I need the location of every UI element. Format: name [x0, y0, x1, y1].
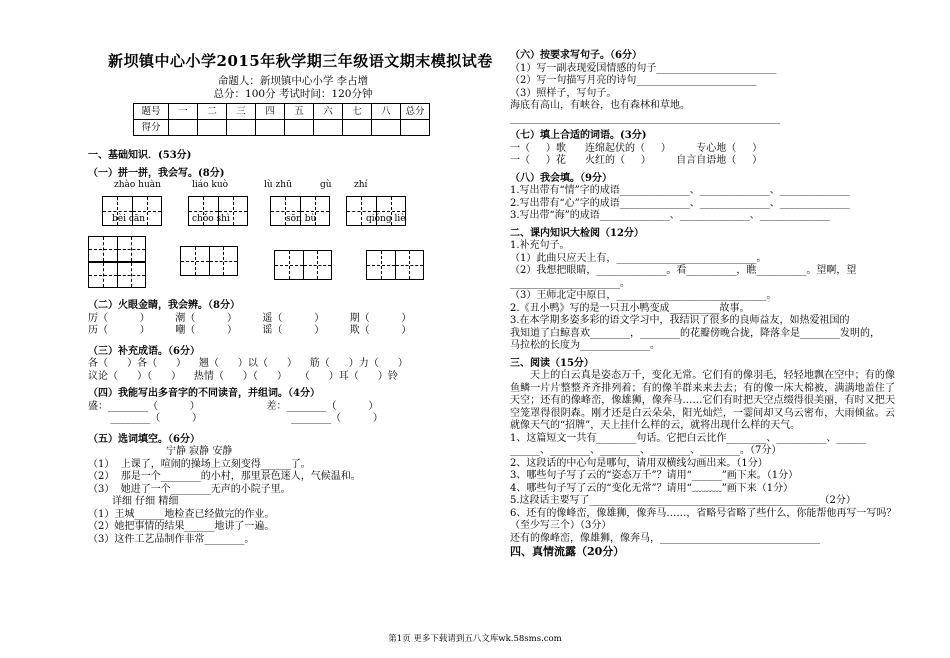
score-header-cell: 二	[198, 104, 227, 120]
score-table	[133, 103, 430, 136]
p2-line: 2.《丑小鸭》写的是一只丑小鸭变成__________故事。	[510, 302, 750, 314]
page-footer: 第1页 更多下载请到五八文库wk.58sms.com	[388, 634, 562, 644]
s5-item: （1）王城______地检查已经做完的作业。	[88, 508, 275, 520]
score-line: 总分：100分 考试时间：120分钟	[213, 87, 373, 100]
pinyin: gù	[320, 180, 332, 190]
p2-line: ______________________。	[510, 277, 630, 289]
s6-item: （1）写一副表现爱国情感的句子________________________	[510, 62, 777, 74]
s5-item: （3）这件工艺品制作非常________。	[88, 533, 255, 545]
question: （至少写三个）（3分）	[510, 520, 612, 531]
s8-item: 3.写出带“海”的成语______________、______________、______________	[510, 210, 830, 221]
s5-item: （1） 上课了，喧闹的操场上立刻变得______了。	[88, 458, 311, 470]
s3-row: 各（ ）各（ ） 翘（ ）以（ ） 筋（ ）力（ ）	[88, 358, 408, 369]
p2-line: （3）王师北定中原日，______________________________。	[510, 290, 777, 301]
section5-heading: （五）选词填空。（6分）	[88, 433, 200, 445]
s2-row: 历（ ） 嘲（ ） 谣（ ） 欺（ ）	[88, 325, 412, 336]
s7-row: 一（ ）歌 连绵起伏的（ ） 专心地（ ）	[510, 142, 763, 154]
question: ______、________、________、________、________。（7分）	[510, 445, 782, 456]
question: 6、还有的像峰峦，像雄狮，像奔马……，省略号省略了些什么，你能帮他再写一写吗？	[510, 507, 897, 519]
score-table-header-row	[134, 104, 430, 120]
writing-box[interactable]	[88, 236, 146, 262]
section4-heading: （四）我能写出多音字的不同读音，并组词。（4分）	[88, 388, 320, 399]
question: 1、这篇短文一共有________句话。它把白云比作________、__________、______	[510, 432, 867, 444]
reading-passage: 天上的白云真是姿态万千，变化无常。它们有的像羽毛，轻轻地飘在空中；有的像鱼鳞一片片整整齐齐排列着；有的像羊群来来去去；有的像一床大棉被，满满地盖住了天空；还有的像峰峦，像雄狮，像奔马……它们有时把天空点缀得很美丽，有时又把天空笼罩得很阴森。刚才还是白云朵朵，阳光灿烂，一霎间却又乌云密布，大雨倾盆。云就像天气的“招牌”，天上挂什么样的云，就将出现什么样的天气。	[510, 370, 895, 431]
s7-row: 一（ ）花 火红的（ ） 自言自语地（ ）	[510, 155, 763, 166]
score-header-cell: 四	[256, 104, 285, 120]
pinyin: lù zhū	[264, 180, 292, 190]
pinyin: qióng liè	[366, 214, 406, 224]
section2-heading: （二）火眼金睛，我会辨。（8分）	[88, 300, 240, 311]
score-cell[interactable]	[343, 120, 372, 136]
s4-row: 盛：________（ ） 差：________（ ）	[88, 400, 379, 412]
s2-row: 厉（ ） 潮（ ） 遥（ ） 期（ ）	[88, 312, 412, 324]
left-column	[88, 52, 498, 546]
p2-line: 我知道了白鲸喜欢________，________的花瓣傍晚合拢，降落伞是________发明的，	[510, 327, 880, 339]
writing-grid-row-2	[88, 232, 498, 286]
p2-line: 3.在本学期多姿多彩的语文学习中，我结识了很多的良师益友，如热爱祖国的	[510, 315, 850, 326]
pinyin: sōn bù	[286, 214, 317, 224]
pinyin: chǒo shì	[192, 214, 230, 224]
s5-item: （3） 她进了一个________无声的小院子里。	[88, 483, 291, 495]
s6-item: 海底有高山，有峡谷，也有森林和草地。	[510, 100, 690, 111]
score-header-cell: 七	[343, 104, 372, 120]
s8-item: 1.写出带有“情”字的成语______________、______________、______________	[510, 185, 850, 196]
score-header-cell: 六	[314, 104, 343, 120]
s6-item: （3）照样子，写句子。	[510, 87, 617, 99]
author-line: 命题人：新坝镇中心小学 李占增	[217, 74, 369, 87]
part1-heading: 一、基础知识．(53分)	[88, 150, 192, 161]
question: 4、哪些句子写了云的“变化无常”？请用“﹏﹏﹏”画下来（1分）	[510, 482, 794, 494]
writing-box[interactable]	[366, 250, 424, 280]
s5-item: （2） 那是一个________的小村，那里景色迷人，气候温和。	[88, 471, 361, 482]
section1-heading: （一）拼一拼，我会写。(8分)	[88, 167, 225, 179]
score-header-cell: 三	[227, 104, 256, 120]
section6-heading: （六）按要求写句子。（6分）	[510, 50, 642, 61]
score-cell[interactable]	[401, 120, 430, 136]
score-cell[interactable]	[169, 120, 198, 136]
pinyin: zhí	[354, 180, 368, 190]
score-header-cell: 一	[169, 104, 198, 120]
score-cell[interactable]	[372, 120, 401, 136]
writing-grid-row-1	[88, 192, 498, 232]
question: 2、这段话的中心句是哪句，请用双横线勾画出来。（1分）	[510, 457, 768, 469]
pinyin: liáo kuò	[192, 180, 229, 190]
s6-item: （2）写一句描写月亮的诗句________________________	[510, 75, 757, 86]
pinyin-row	[88, 180, 498, 192]
s5-item: （2）她把事情的结果______地讲了一遍。	[88, 521, 275, 532]
part2-heading: 二、课内知识大检阅（12分）	[510, 227, 644, 239]
question: 还有的像峰峦，像雄狮，像奔马，________________________________	[510, 532, 820, 544]
score-cell[interactable]	[256, 120, 285, 136]
s8-item: 2.写出带有“心”字的成语______________、______________、______________	[510, 197, 850, 209]
p2-line: （2）我想把眼睛，______________。看__________，瞧__________。望啊，望	[510, 265, 857, 276]
score-cell[interactable]	[314, 120, 343, 136]
score-header-cell: 五	[285, 104, 314, 120]
section8-heading: （八）我会填。（9分）	[510, 172, 612, 184]
writing-box[interactable]	[88, 262, 146, 288]
writing-box[interactable]	[180, 246, 238, 276]
pinyin: zhào huàn	[114, 180, 161, 190]
s4-row: ________（ ） ________（ ）	[88, 413, 383, 424]
p2-line: （1）此曲只应天上有，____________________________。	[510, 252, 767, 264]
score-cell[interactable]	[198, 120, 227, 136]
score-header-cell: 八	[372, 104, 401, 120]
writing-box[interactable]	[274, 250, 332, 280]
s6-answer-line[interactable]: ______________________________________________________	[510, 112, 780, 124]
right-column	[510, 50, 895, 559]
score-header-cell: 题号	[134, 104, 169, 120]
score-table-score-row	[134, 120, 430, 136]
p2-line: 马拉松的长度为______________。	[510, 340, 660, 351]
section3-heading: （三）补充成语。（6分）	[88, 345, 200, 357]
p2-item: 1.补充句子。	[510, 240, 570, 251]
s3-row: 议论（ ）（ ） 热情（ ）（ ） （ ）耳（ ）铃	[88, 370, 398, 382]
section7-heading: （七）填上合适的词语。(3分)	[510, 130, 647, 141]
question: 5.这段话主要写了______________________________________________（2分）	[510, 495, 856, 506]
score-cell[interactable]	[285, 120, 314, 136]
score-row-label: 得分	[134, 120, 169, 136]
part3-heading: 三、阅读（15分）	[510, 357, 594, 369]
page-title: 新坝镇中心小学2015年秋学期三年级语文期末模拟试卷	[108, 52, 493, 70]
part4-heading: 四、真情流露（20分）	[510, 545, 625, 558]
question: 3、哪些句子写了云的“姿态万千”？请用“______”画下来。（1分）	[510, 470, 799, 481]
word-choices: 详细 仔细 精细	[112, 496, 179, 507]
word-choices: 宁静 寂静 安静	[166, 446, 233, 457]
score-cell[interactable]	[227, 120, 256, 136]
pinyin: bèi cān	[112, 214, 146, 224]
score-header-cell: 总分	[401, 104, 430, 120]
